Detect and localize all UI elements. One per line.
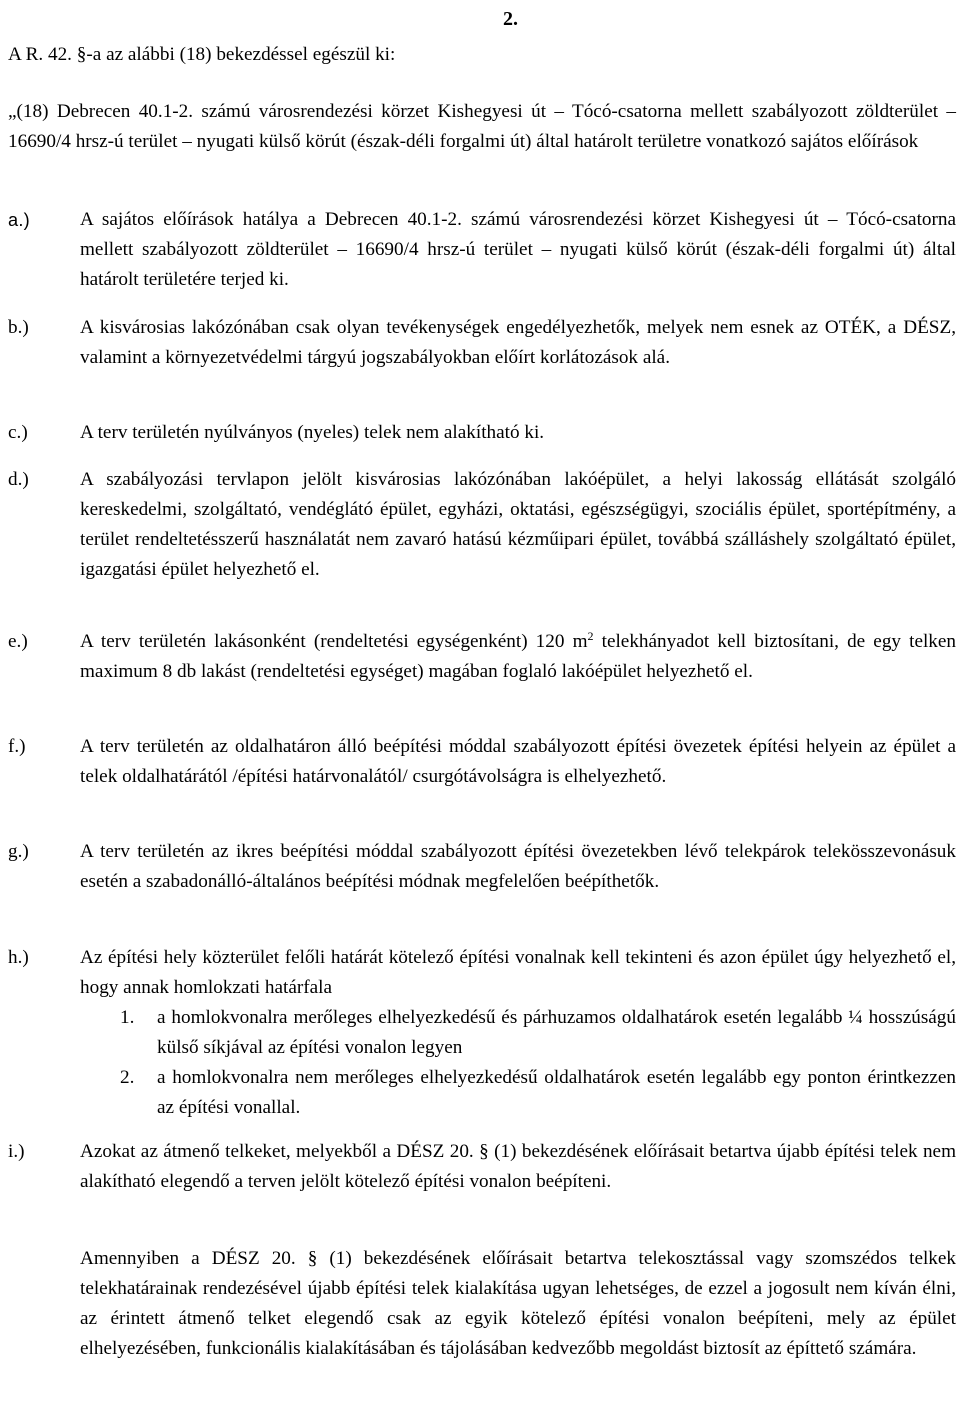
item-e-text-before: A terv területén lakásonként (rendeltetési egységenként) 120 m [80, 631, 588, 652]
item-d-marker: d.) [8, 469, 29, 490]
item-g [8, 837, 956, 897]
section-18-heading: „(18) Debrecen 40.1-2. számú városrendezési körzet Kishegyesi út – Tócó-csatorna mellett szabályozott zöldterület – 16690/4 hrsz-ú terület – nyugati külső körút (észak-déli forgalmi út) által határolt területre vonatkozó sajátos előírások [8, 101, 956, 152]
item-h-subitem-1-text: a homlokvonalra merőleges elhelyezkedésű és párhuzamos oldalhatárok esetén legalább ¼ hosszúságú külső síkjával az építési vonalon legyen [157, 1007, 956, 1058]
item-h [8, 943, 956, 1123]
item-f-marker: f.) [8, 736, 26, 757]
item-b-marker: b.) [8, 317, 29, 338]
item-c [8, 418, 956, 448]
item-c-text: A terv területén nyúlványos (nyeles) telek nem alakítható ki. [80, 422, 545, 443]
item-h-subitem-1-number: 1. [120, 1007, 135, 1028]
item-i-text: Azokat az átmenő telkeket, melyekből a DÉSZ 20. § (1) bekezdésének előírásait betartva újabb építési telek nem alakítható elegendő a terven jelölt kötelező építési vonalon beépíteni. [80, 1141, 956, 1192]
item-a [8, 205, 956, 295]
item-h-text: Az építési hely közterület felőli határát kötelező építési vonalnak kell tekinteni és azon épület úgy helyezhető el, hogy annak homlokzati határfala [80, 947, 956, 998]
item-h-subitem-2-number: 2. [120, 1067, 135, 1088]
item-e-text-after: telekhányadot kell biztosítani, de egy telken maximum 8 db lakást (rendeltetési egységet) magában foglaló lakóépület helyezhető el. [80, 631, 956, 682]
item-e-superscript: 2 [587, 629, 594, 643]
amendment-intro: A R. 42. §-a az alábbi (18) bekezdéssel egészül ki: [8, 44, 396, 65]
page-number: 2. [503, 8, 518, 30]
item-f [8, 732, 956, 792]
item-c-marker: c.) [8, 422, 28, 443]
item-f-text: A terv területén az oldalhatáron álló beépítési móddal szabályozott építési övezetek építési helyein az épület a telek oldalhatárától /építési határvonalától/ csurgótávolságra is elhelyezhető. [80, 736, 956, 787]
item-g-marker: g.) [8, 841, 29, 862]
item-h-subitem-2 [80, 1063, 956, 1123]
item-a-marker: a.) [8, 210, 30, 230]
item-a-text: A sajátos előírások hatálya a Debrecen 40.1-2. számú városrendezési körzet Kishegyesi út – Tócó-csatorna mellett szabályozott zöldterület – 16690/4 hrsz-ú terület – nyugati külső körút (észak-déli forgalmi út) által határolt területére terjed ki. [80, 209, 956, 290]
item-d [8, 465, 956, 585]
item-b [8, 313, 956, 373]
item-h-marker: h.) [8, 947, 29, 968]
item-h-subitem-1 [80, 1003, 956, 1063]
item-e-marker: e.) [8, 631, 28, 652]
item-b-text: A kisvárosias lakózónában csak olyan tevékenységek engedélyezhetők, melyek nem esnek az OTÉK, a DÉSZ, valamint a környezetvédelmi tárgyú jogszabályokban előírt korlátozások alá. [80, 317, 956, 368]
item-e [8, 627, 956, 687]
item-e-text [80, 631, 956, 682]
item-g-text: A terv területén az ikres beépítési móddal szabályozott építési övezetekben lévő telekpárok telekösszevonásuk esetén a szabadonálló-általános beépítési módnak megfelelően beépíthetők. [80, 841, 956, 892]
item-i-marker: i.) [8, 1141, 25, 1162]
closing-paragraph: Amennyiben a DÉSZ 20. § (1) bekezdésének előírásait betartva telekosztással vagy szomszédos telkek telekhatárainak rendezésével újabb építési telek kialakítása ugyan lehetséges, de ezzel a jogosult nem kíván élni, az érintett átmenő telket elegendő csak az egyik kötelező építési vonalon beépíteni, mely az épület elhelyezésében, funkcionális kialakításában és tájolásában kedvezőbb megoldást biztosít az építtető számára. [80, 1248, 956, 1359]
item-h-subitem-2-text: a homlokvonalra nem merőleges elhelyezkedésű oldalhatárok esetén legalább egy ponton érintkezzen az építési vonallal. [157, 1067, 956, 1118]
item-i [8, 1137, 956, 1197]
item-d-text: A szabályozási tervlapon jelölt kisvárosias lakózónában lakóépület, a helyi lakosság ellátását szolgáló kereskedelmi, szolgáltató, vendéglátó épület, egyházi, oktatási, egészségügyi, szociális épület, sportépítmény, a terület rendeltetésszerű használatát nem zavaró hatású kézműipari épület, továbbá szálláshely szolgáltató épület, igazgatási épület helyezhető el. [80, 469, 956, 580]
